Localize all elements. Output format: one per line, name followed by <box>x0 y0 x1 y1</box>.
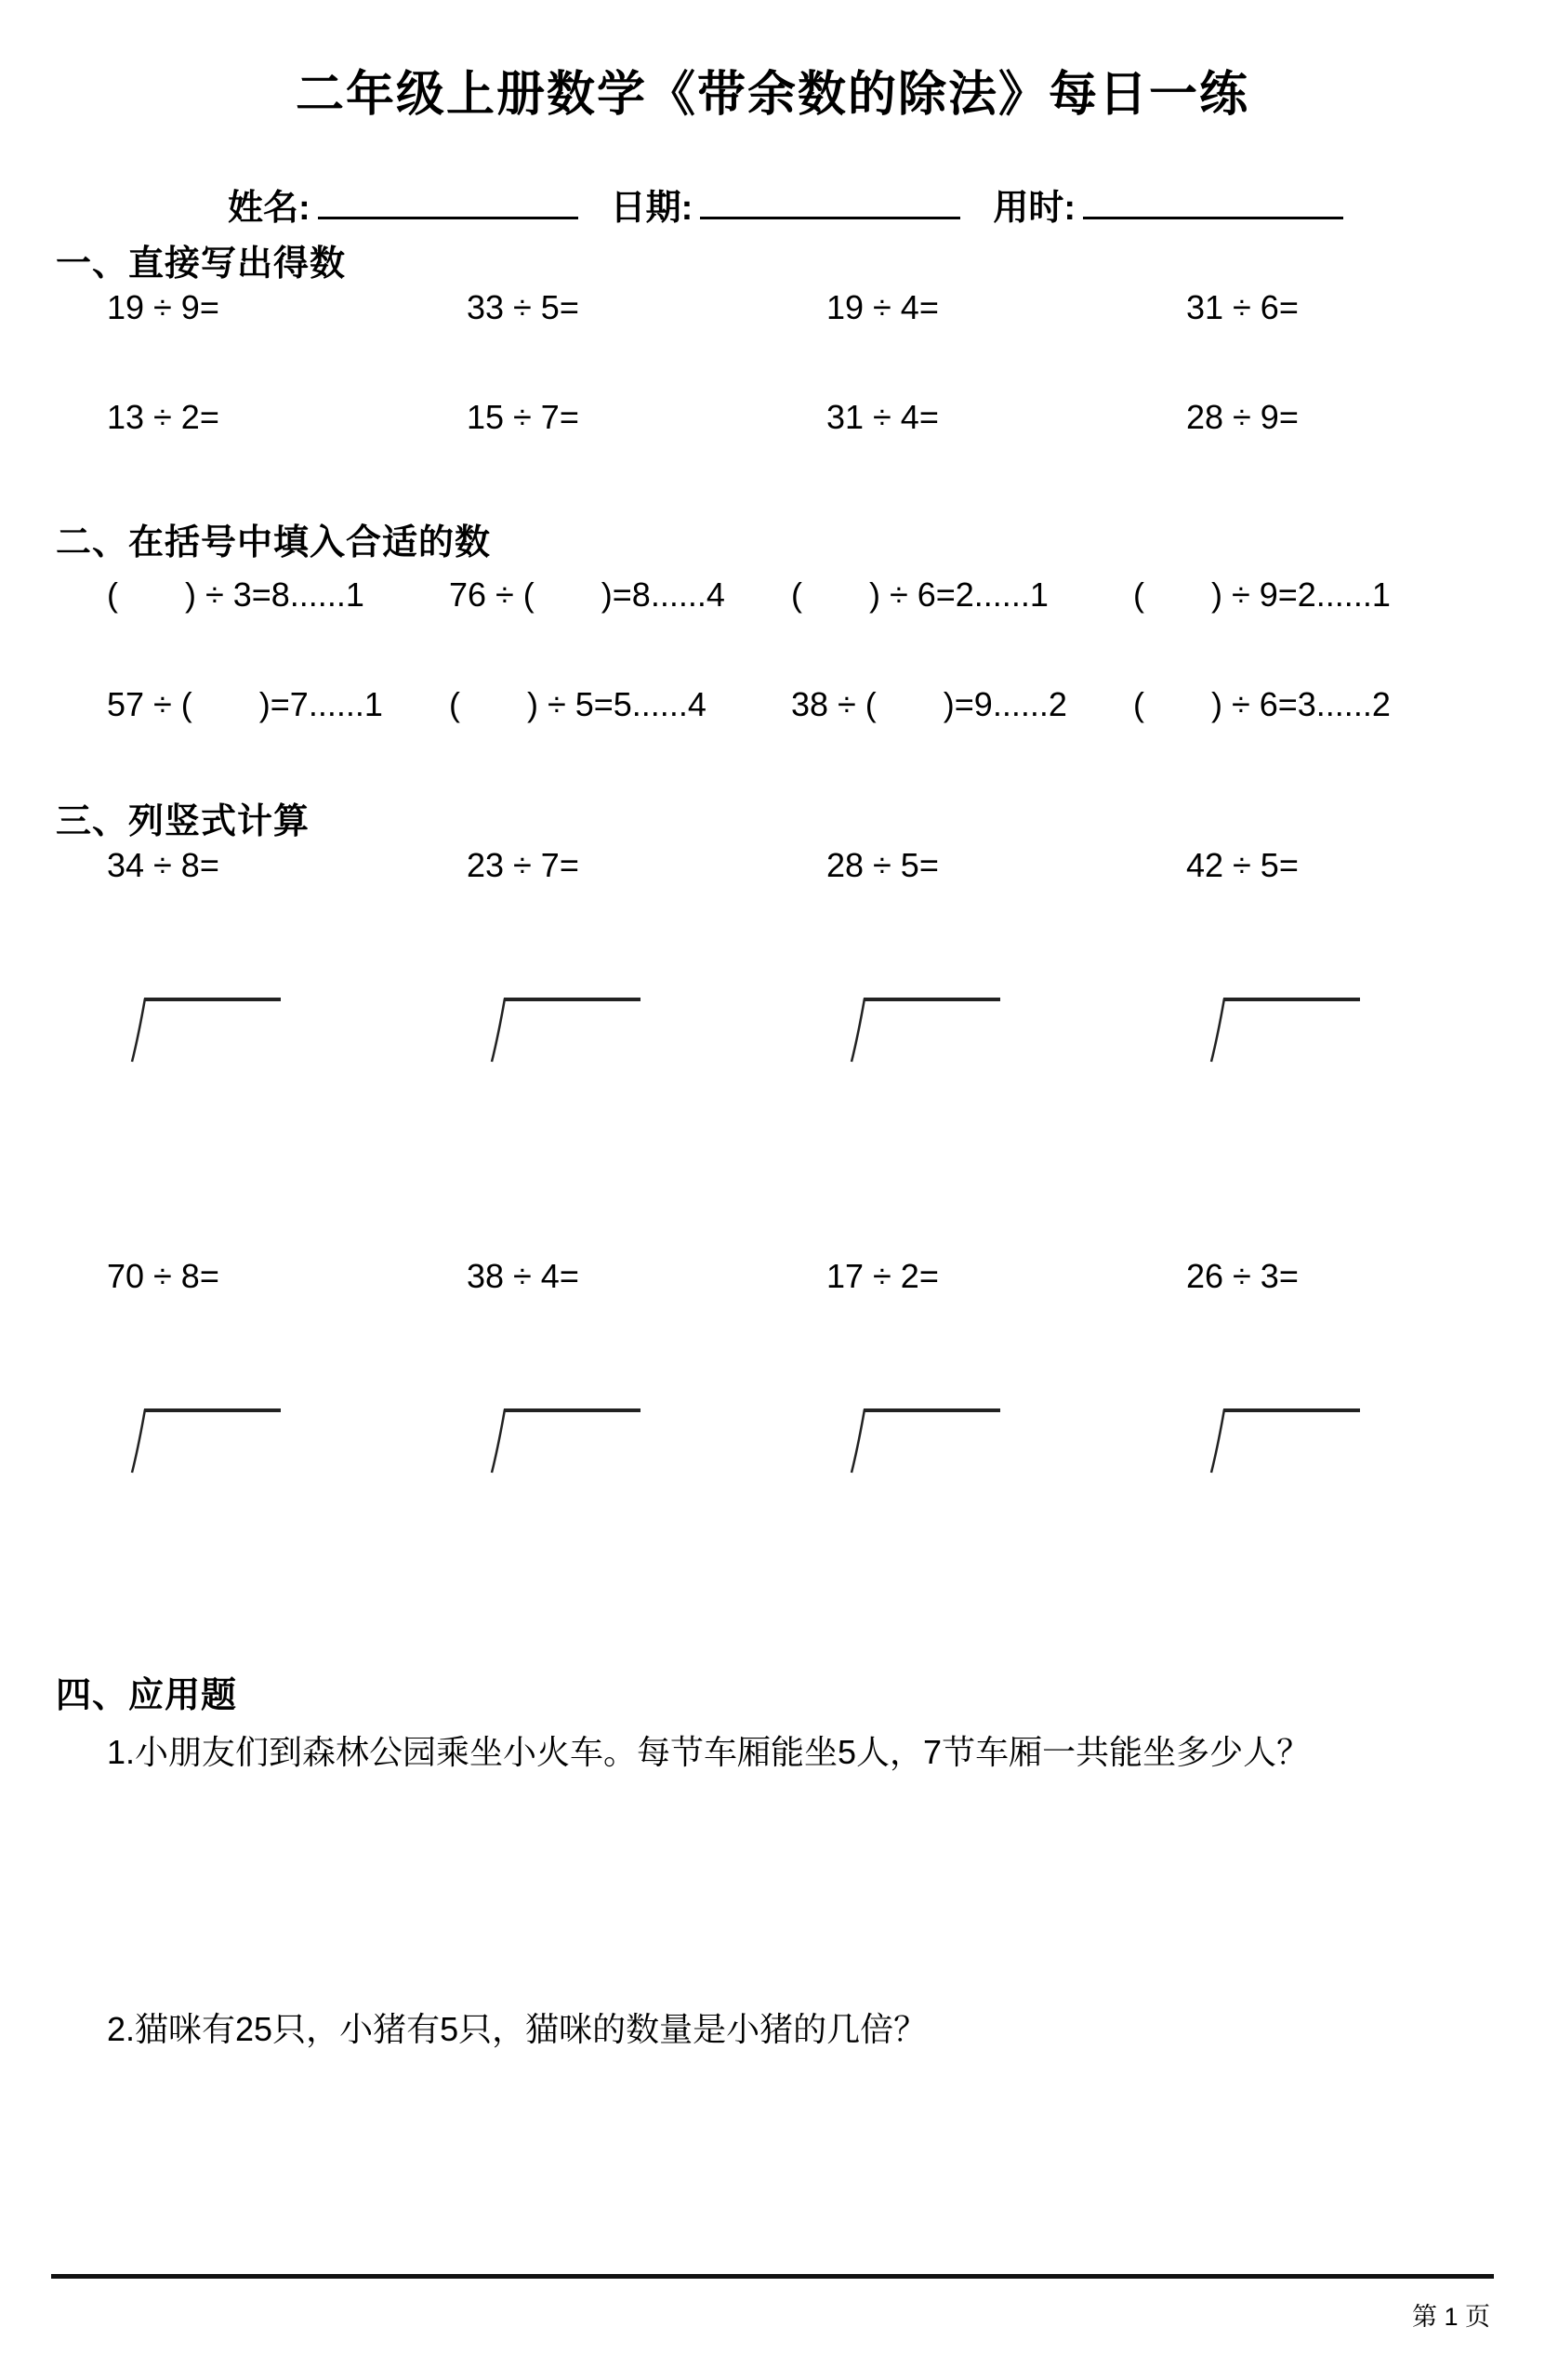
section-3-row-1 <box>0 846 1545 885</box>
division-problem: 23 ÷ 7= <box>467 846 579 884</box>
section-3-header: 三、列竖式计算 <box>56 802 310 841</box>
name-blank <box>318 181 578 219</box>
division-problem: 28 ÷ 5= <box>826 846 939 884</box>
section-2-row-1 <box>0 569 1545 616</box>
section-1-row-2 <box>0 398 1545 437</box>
date-label: 日期: <box>610 189 693 228</box>
time-label: 用时: <box>993 189 1076 228</box>
division-problem: 26 ÷ 3= <box>1186 1257 1299 1295</box>
word-problem-1: 1.小朋友们到森林公园乘坐小火车。每节车厢能坐5人，7节车厢一共能坐多少人？ <box>107 1733 1311 1771</box>
division-problem: 15 ÷ 7= <box>467 398 579 436</box>
division-problem: 34 ÷ 8= <box>107 846 219 884</box>
name-label: 姓名: <box>228 189 310 228</box>
division-problem: 70 ÷ 8= <box>107 1257 219 1295</box>
long-division-bracket-icon <box>847 997 1005 1064</box>
fill-blank-problem: 38 ÷ ( )=9......2 <box>791 685 1067 723</box>
student-info-line <box>228 178 1343 230</box>
fill-blank-problem: ( ) ÷ 5=5......4 <box>449 685 706 723</box>
section-2-row-2 <box>0 679 1545 726</box>
fill-blank-problem: ( ) ÷ 3=8......1 <box>107 575 364 614</box>
long-division-bracket-icon <box>127 1408 285 1474</box>
division-problem: 28 ÷ 9= <box>1186 398 1299 436</box>
fill-blank-problem: ( ) ÷ 9=2......1 <box>1133 575 1391 614</box>
section-4-header: 四、应用题 <box>56 1676 238 1715</box>
long-division-bracket-icon <box>1207 997 1365 1064</box>
division-problem: 17 ÷ 2= <box>826 1257 939 1295</box>
fill-blank-problem: 76 ÷ ( )=8......4 <box>449 575 725 614</box>
long-division-bracket-icon <box>1207 1408 1365 1474</box>
time-blank <box>1083 181 1343 219</box>
fill-blank-problem: ( ) ÷ 6=3......2 <box>1133 685 1391 723</box>
long-division-bracket-icon <box>487 997 645 1064</box>
long-division-bracket-icon <box>847 1408 1005 1474</box>
division-problem: 42 ÷ 5= <box>1186 846 1299 884</box>
division-problem: 31 ÷ 4= <box>826 398 939 436</box>
date-blank <box>700 181 960 219</box>
section-1-header: 一、直接写出得数 <box>56 245 347 284</box>
division-problem: 31 ÷ 6= <box>1186 288 1299 326</box>
section-3-row-2 <box>0 1257 1545 1296</box>
page-title: 二年级上册数学《带余数的除法》每日一练 <box>295 67 1249 122</box>
long-division-bracket-icon <box>127 997 285 1064</box>
long-division-bracket-row-1 <box>0 997 1545 1064</box>
footer-divider <box>51 2274 1494 2279</box>
long-division-bracket-icon <box>487 1408 645 1474</box>
fill-blank-problem: 57 ÷ ( )=7......1 <box>107 685 383 723</box>
long-division-bracket-row-2 <box>0 1408 1545 1474</box>
page-number: 第 1 页 <box>1411 2303 1490 2331</box>
section-1-row-1 <box>0 288 1545 327</box>
division-problem: 33 ÷ 5= <box>467 288 579 326</box>
word-problem-2: 2.猫咪有25只，小猪有5只，猫咪的数量是小猪的几倍？ <box>107 2010 928 2048</box>
section-2-header: 二、在括号中填入合适的数 <box>56 523 492 562</box>
division-problem: 38 ÷ 4= <box>467 1257 579 1295</box>
division-problem: 19 ÷ 4= <box>826 288 939 326</box>
division-problem: 13 ÷ 2= <box>107 398 219 436</box>
division-problem: 19 ÷ 9= <box>107 288 219 326</box>
fill-blank-problem: ( ) ÷ 6=2......1 <box>791 575 1049 614</box>
